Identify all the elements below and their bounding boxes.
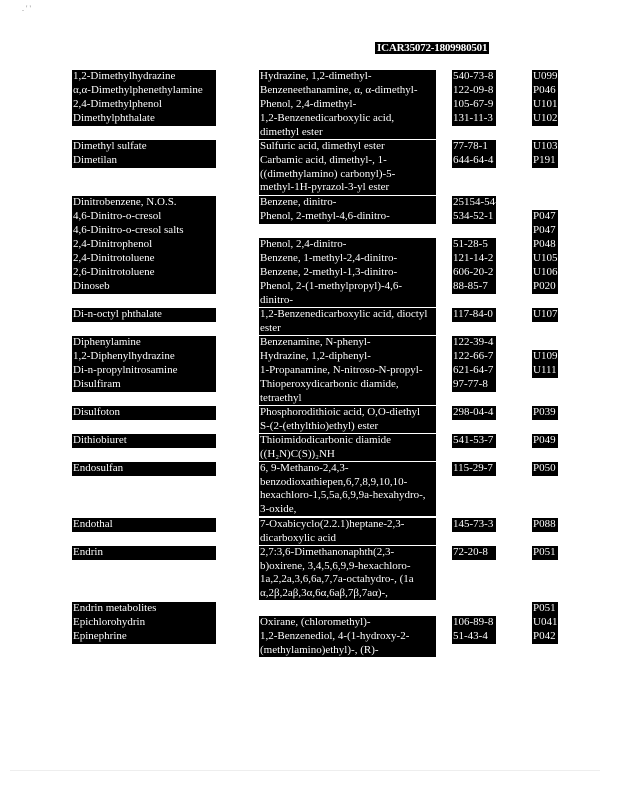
waste-code: P042 <box>532 630 558 644</box>
cas-number: 25154-54-5 <box>453 196 505 208</box>
chemical-synonym-cell <box>259 364 436 378</box>
waste-code: P020 <box>532 280 558 294</box>
chemical-name-cell <box>72 140 216 154</box>
chemical-synonym: Carbamic acid, dimethyl-, 1- ((dimethylamino) carbonyl)-5- methyl-1H-pyrazol-3-yl ester <box>259 154 436 195</box>
chemical-name: Endosulfan <box>72 462 216 476</box>
chemical-synonym: Oxirane, (chloromethyl)- <box>259 616 436 630</box>
cas-number-cell <box>452 616 496 630</box>
cas-number-cell <box>452 266 496 280</box>
waste-code-cell <box>532 210 558 224</box>
chemical-name-cell <box>72 154 216 168</box>
chemical-name: Endrin metabolites <box>72 602 216 616</box>
cas-number: 88-85-7 <box>452 280 496 294</box>
chemical-synonym-cell <box>259 210 436 224</box>
cas-number-cell <box>452 238 496 252</box>
chemical-name-cell <box>72 364 216 378</box>
cas-number: 51-43-4 <box>452 630 496 644</box>
chemical-synonym: Benzeneethanamine, α, α-dimethyl- <box>259 84 436 98</box>
cas-number: 97-77-8 <box>452 378 496 392</box>
waste-code-cell <box>532 462 558 476</box>
chemical-synonym-cell <box>259 238 436 252</box>
cas-number: 105-67-9 <box>452 98 496 112</box>
waste-code-cell <box>532 364 558 378</box>
chemical-synonym: Phosphorodithioic acid, O,O-diethyl S-(2-(ethylthio)ethyl) ester <box>259 406 436 433</box>
waste-code-cell <box>532 224 558 238</box>
waste-code-cell <box>532 280 558 294</box>
chemical-name-cell <box>72 112 216 126</box>
waste-code: U103 <box>533 140 558 152</box>
cas-number-cell <box>452 84 496 98</box>
chemical-synonym-cell <box>259 98 436 112</box>
chemical-synonym: 6, 9-Methano-2,4,3- benzodioxathiepen,6,7,8,9,10,10- hexachloro-1,5,5a,6,9,9a-hexahydro-, 3-oxide, <box>259 462 436 516</box>
cas-number-cell <box>452 546 496 560</box>
chemical-name-cell <box>72 434 216 448</box>
chemical-name-cell <box>72 406 216 420</box>
chemical-synonym: Phenol, 2,4-dimethyl- <box>259 98 436 112</box>
chemical-name: Dithiobiuret <box>72 434 216 448</box>
chemical-name: 4,6-Dinitro-o-cresol salts <box>72 224 216 238</box>
cas-number-cell <box>452 630 496 644</box>
chemical-name-cell <box>72 308 216 322</box>
chemical-name: Epichlorohydrin <box>72 616 216 630</box>
chemical-synonym: 1-Propanamine, N-nitroso-N-propyl- <box>259 364 436 378</box>
chemical-name-cell <box>72 518 216 532</box>
chemical-synonym: 1,2-Benzenedicarboxylic acid, dimethyl ester <box>259 112 436 139</box>
waste-code-cell <box>532 252 558 266</box>
cas-number-cell <box>452 434 496 448</box>
waste-code: U105 <box>533 252 558 264</box>
chemical-synonym-cell <box>259 616 436 630</box>
cas-number-cell <box>452 196 505 210</box>
cas-number: 72-20-8 <box>452 546 496 560</box>
cas-number: 534-52-1 <box>452 210 496 224</box>
waste-code-cell <box>532 350 558 364</box>
waste-code-cell <box>532 546 558 560</box>
chemical-name: 1,2-Dimethylhydrazine <box>72 70 216 84</box>
chemical-name-cell <box>72 70 216 84</box>
chemical-name: 2,4-Dinitrophenol <box>72 238 216 252</box>
waste-code: P039 <box>532 406 558 420</box>
waste-code-cell <box>532 84 558 98</box>
chemical-synonym-cell <box>259 112 436 139</box>
waste-code: U102 <box>533 112 558 124</box>
waste-code-cell <box>532 238 558 252</box>
chemical-synonym-cell <box>259 434 436 461</box>
cas-number-cell <box>452 406 496 420</box>
cas-number-cell <box>452 154 496 168</box>
waste-code: P088 <box>532 518 558 532</box>
chemical-synonym: Benzenamine, N-phenyl- <box>259 336 436 350</box>
chemical-name-cell <box>72 266 216 280</box>
chemical-synonym-cell <box>259 406 436 433</box>
chemical-synonym-cell <box>259 84 436 98</box>
chemical-synonym: Benzene, dinitro- <box>259 196 436 210</box>
chemical-name: Dinitrobenzene, N.O.S. <box>72 196 216 210</box>
waste-code-cell <box>532 154 558 168</box>
waste-code-cell <box>532 112 558 126</box>
cas-number-cell <box>452 140 496 154</box>
chemical-name-cell <box>72 84 216 98</box>
chemical-synonym: Thioimidodicarbonic diamide ((H₂N)C(S))₂NH <box>259 434 436 461</box>
cas-number: 51-28-5 <box>452 238 496 252</box>
chemical-synonym: 1,2-Benzenedicarboxylic acid, dioctyl ester <box>259 308 436 335</box>
chemical-name-cell <box>72 616 216 630</box>
scan-specks: . ' ' <box>22 4 31 13</box>
chemical-synonym-cell <box>259 350 436 364</box>
chemical-name: 2,6-Dinitrotoluene <box>72 266 216 280</box>
cas-number: 606-20-2 <box>452 266 496 280</box>
chemical-synonym: Benzene, 2-methyl-1,3-dinitro- <box>259 266 436 280</box>
cas-number-cell <box>452 308 496 322</box>
page-bottom-line <box>10 770 600 771</box>
waste-code: P048 <box>532 238 558 252</box>
chemical-name: 1,2-Diphenylhydrazine <box>72 350 216 364</box>
chemical-synonym: Thioperoxydicarbonic diamide, tetraethyl <box>259 378 436 405</box>
waste-code: P051 <box>532 602 558 616</box>
chemical-synonym-cell <box>259 252 436 266</box>
chemical-synonym: 7-Oxabicyclo(2.2.1)heptane-2,3- dicarboxylic acid <box>259 518 436 545</box>
cas-number-cell <box>452 210 496 224</box>
cas-number-cell <box>452 364 496 378</box>
cas-number-cell <box>452 112 496 126</box>
waste-code: P051 <box>532 546 558 560</box>
chemical-name: Endrin <box>72 546 216 560</box>
chemical-synonym: Phenol, 2,4-dinitro- <box>259 238 436 252</box>
chemical-synonym: Phenol, 2-methyl-4,6-dinitro- <box>259 210 436 224</box>
chemical-name: Di-n-octyl phthalate <box>72 308 216 322</box>
chemical-synonym: Benzene, 1-methyl-2,4-dinitro- <box>259 252 436 266</box>
chemical-name: Diphenylamine <box>72 336 216 350</box>
waste-code: U101 <box>533 98 558 110</box>
waste-code: P046 <box>532 84 558 98</box>
cas-number: 644-64-4 <box>452 154 496 168</box>
chemical-synonym-cell <box>259 196 436 210</box>
waste-code-cell <box>532 308 558 322</box>
chemical-name-cell <box>72 602 216 616</box>
cas-number-cell <box>452 350 496 364</box>
cas-number-cell <box>452 70 496 84</box>
chemical-name-cell <box>72 98 216 112</box>
waste-code: U109 <box>533 350 558 362</box>
cas-number: 540-73-8 <box>452 70 496 84</box>
cas-number: 145-73-3 <box>452 518 496 532</box>
chemical-synonym: Sulfuric acid, dimethyl ester <box>259 140 436 154</box>
waste-code-cell <box>532 406 558 420</box>
waste-code-cell <box>532 616 558 630</box>
chemical-name: Di-n-propylnitrosamine <box>72 364 216 378</box>
waste-code-cell <box>532 140 558 154</box>
chemical-name: Disulfoton <box>72 406 216 420</box>
chemical-name-cell <box>72 210 216 224</box>
cas-number-cell <box>452 518 496 532</box>
cas-number-cell <box>452 280 496 294</box>
cas-number: 106-89-8 <box>452 616 496 630</box>
chemical-name-cell <box>72 280 216 294</box>
cas-number: 121-14-2 <box>452 252 496 266</box>
chemical-synonym-cell <box>259 336 436 350</box>
chemical-name: 4,6-Dinitro-o-cresol <box>72 210 216 224</box>
cas-number: 117-84-0 <box>452 308 496 322</box>
chemical-name: Dimethyl sulfate <box>72 140 216 154</box>
chemical-name: Dimetilan <box>72 154 216 168</box>
chemical-name-cell <box>72 350 216 364</box>
chemical-name: Dinoseb <box>72 280 216 294</box>
chemical-name-cell <box>72 630 216 644</box>
chemical-synonym-cell <box>259 140 436 154</box>
chemical-name: 2,4-Dimethylphenol <box>72 98 216 112</box>
chemical-name: α,α-Dimethylphenethylamine <box>72 84 216 98</box>
waste-code: P050 <box>532 462 558 476</box>
waste-code-cell <box>532 518 558 532</box>
chemical-name-cell <box>72 224 216 238</box>
chemical-name: Disulfiram <box>72 378 216 392</box>
chemical-synonym-cell <box>259 462 436 516</box>
cas-number: 122-39-4 <box>452 336 496 350</box>
waste-code-cell <box>532 98 558 112</box>
chemical-synonym-cell <box>259 630 436 657</box>
chemical-synonym: Hydrazine, 1,2-dimethyl- <box>259 70 436 84</box>
chemical-synonym-cell <box>259 378 436 405</box>
chemical-synonym: 1,2-Benzenediol, 4-(1-hydroxy-2- (methylamino)ethyl)-, (R)- <box>259 630 436 657</box>
chemical-name-cell <box>72 252 216 266</box>
cas-number-cell <box>452 462 496 476</box>
chemical-name-cell <box>72 196 216 210</box>
cas-number: 115-29-7 <box>452 462 496 476</box>
cas-number: 541-53-7 <box>452 434 496 448</box>
chemical-synonym-cell <box>259 308 436 335</box>
waste-code: P047 <box>532 224 558 238</box>
chemical-synonym-cell <box>259 280 436 307</box>
waste-code: U107 <box>533 308 558 320</box>
document-id: ICAR35072-1809980501 <box>377 42 488 54</box>
cas-number-cell <box>452 378 496 392</box>
cas-number: 131-11-3 <box>452 112 496 126</box>
waste-code: U099 <box>533 70 558 82</box>
cas-number-cell <box>452 98 496 112</box>
chemical-synonym-cell <box>259 154 436 195</box>
cas-number: 122-09-8 <box>452 84 496 98</box>
chemical-name-cell <box>72 336 216 350</box>
waste-code-cell <box>532 630 558 644</box>
chemical-name: 2,4-Dinitrotoluene <box>72 252 216 266</box>
waste-code-cell <box>532 70 558 84</box>
chemical-name-cell <box>72 238 216 252</box>
chemical-name-cell <box>72 462 216 476</box>
waste-code: U041 <box>533 616 558 628</box>
cas-number: 298-04-4 <box>452 406 496 420</box>
chemical-synonym-cell <box>259 70 436 84</box>
waste-code-cell <box>532 602 558 616</box>
cas-number: 122-66-7 <box>452 350 496 364</box>
waste-code-cell <box>532 266 558 280</box>
cas-number: 77-78-1 <box>452 140 496 154</box>
chemical-name: Epinephrine <box>72 630 216 644</box>
chemical-synonym: Phenol, 2-(1-methylpropyl)-4,6- dinitro- <box>259 280 436 307</box>
chemical-name: Dimethylphthalate <box>72 112 216 126</box>
cas-number-cell <box>452 336 496 350</box>
chemical-synonym-cell <box>259 518 436 545</box>
chemical-synonym-cell <box>259 546 436 600</box>
chemical-synonym: 2,7:3,6-Dimethanonaphth(2,3- b)oxirene, 3,4,5,6,9,9-hexachloro- 1a,2,2a,3,6,6a,7,7a-octahydro-, (1a α,2β,2aβ,3α,6α,6aβ,7β,7aα)-, <box>259 546 436 600</box>
waste-code: U106 <box>533 266 558 278</box>
cas-number-cell <box>452 252 496 266</box>
waste-code: P049 <box>532 434 558 448</box>
waste-code-cell <box>532 434 558 448</box>
chemical-name-cell <box>72 378 216 392</box>
cas-number: 621-64-7 <box>452 364 496 378</box>
chemical-synonym: Hydrazine, 1,2-diphenyl- <box>259 350 436 364</box>
chemical-name: Endothal <box>72 518 216 532</box>
waste-code: P191 <box>532 154 558 168</box>
waste-code: P047 <box>532 210 558 224</box>
chemical-synonym-cell <box>259 266 436 280</box>
chemical-name-cell <box>72 546 216 560</box>
waste-code: U111 <box>533 364 557 376</box>
